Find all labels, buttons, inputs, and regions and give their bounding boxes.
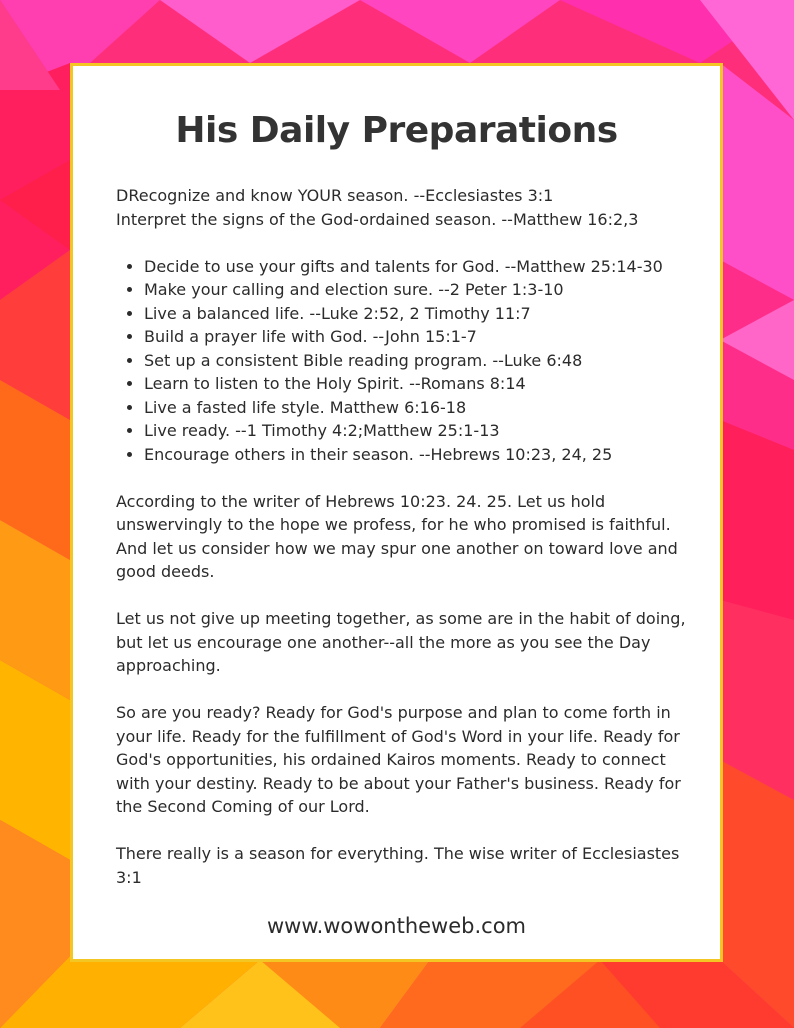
footer-url[interactable]: www.wowontheweb.com xyxy=(266,914,527,938)
body-content xyxy=(116,184,696,913)
list-item: • Learn to listen to the Holy Spirit. --Romans 8:14 xyxy=(144,372,696,396)
page-title: His Daily Preparations xyxy=(175,110,618,151)
list-item: • Encourage others in their season. --Hebrews 10:23, 24, 25 xyxy=(144,443,696,467)
list-item: • Live a balanced life. --Luke 2:52, 2 Timothy 11:7 xyxy=(144,302,696,326)
paragraph: There really is a season for everything. The wise writer of Ecclesiastes 3:1 xyxy=(116,844,680,887)
list-item: • Set up a consistent Bible reading program. --Luke 6:48 xyxy=(144,349,696,373)
list-item: • Build a prayer life with God. --John 15:1-7 xyxy=(144,325,696,349)
list-item: • Decide to use your gifts and talents for God. --Matthew 25:14-30 xyxy=(144,255,696,279)
intro-line: DRecognize and know YOUR season. --Ecclesiastes 3:1 xyxy=(116,186,554,205)
paragraph: Let us not give up meeting together, as some are in the habit of doing, but let us encourage one another--all the more as you see the Day approaching. xyxy=(116,609,686,675)
paragraph: According to the writer of Hebrews 10:23. 24. 25. Let us hold unswervingly to the hope we profess, for he who promised is faithful. And let us consider how we may spur one another on toward love and good deeds. xyxy=(116,491,678,581)
list-item: • Make your calling and election sure. --2 Peter 1:3-10 xyxy=(144,278,696,302)
list-item: • Live ready. --1 Timothy 4:2;Matthew 25:1-13 xyxy=(144,419,696,443)
list-item: • Live a fasted life style. Matthew 6:16-18 xyxy=(144,396,696,420)
intro-block xyxy=(116,184,696,231)
preparation-list xyxy=(116,255,696,467)
content-card xyxy=(70,63,723,962)
intro-line: Interpret the signs of the God-ordained season. --Matthew 16:2,3 xyxy=(116,209,639,229)
paragraph: So are you ready? Ready for God's purpose and plan to come forth in your life. Ready for the fulfillment of God's Word in your life. Ready for God's opportunities, his ordained Kairos moments. Ready to connect with your destiny. Ready to be about your Father's business. Ready for the Second Coming of our Lord. xyxy=(116,703,681,816)
